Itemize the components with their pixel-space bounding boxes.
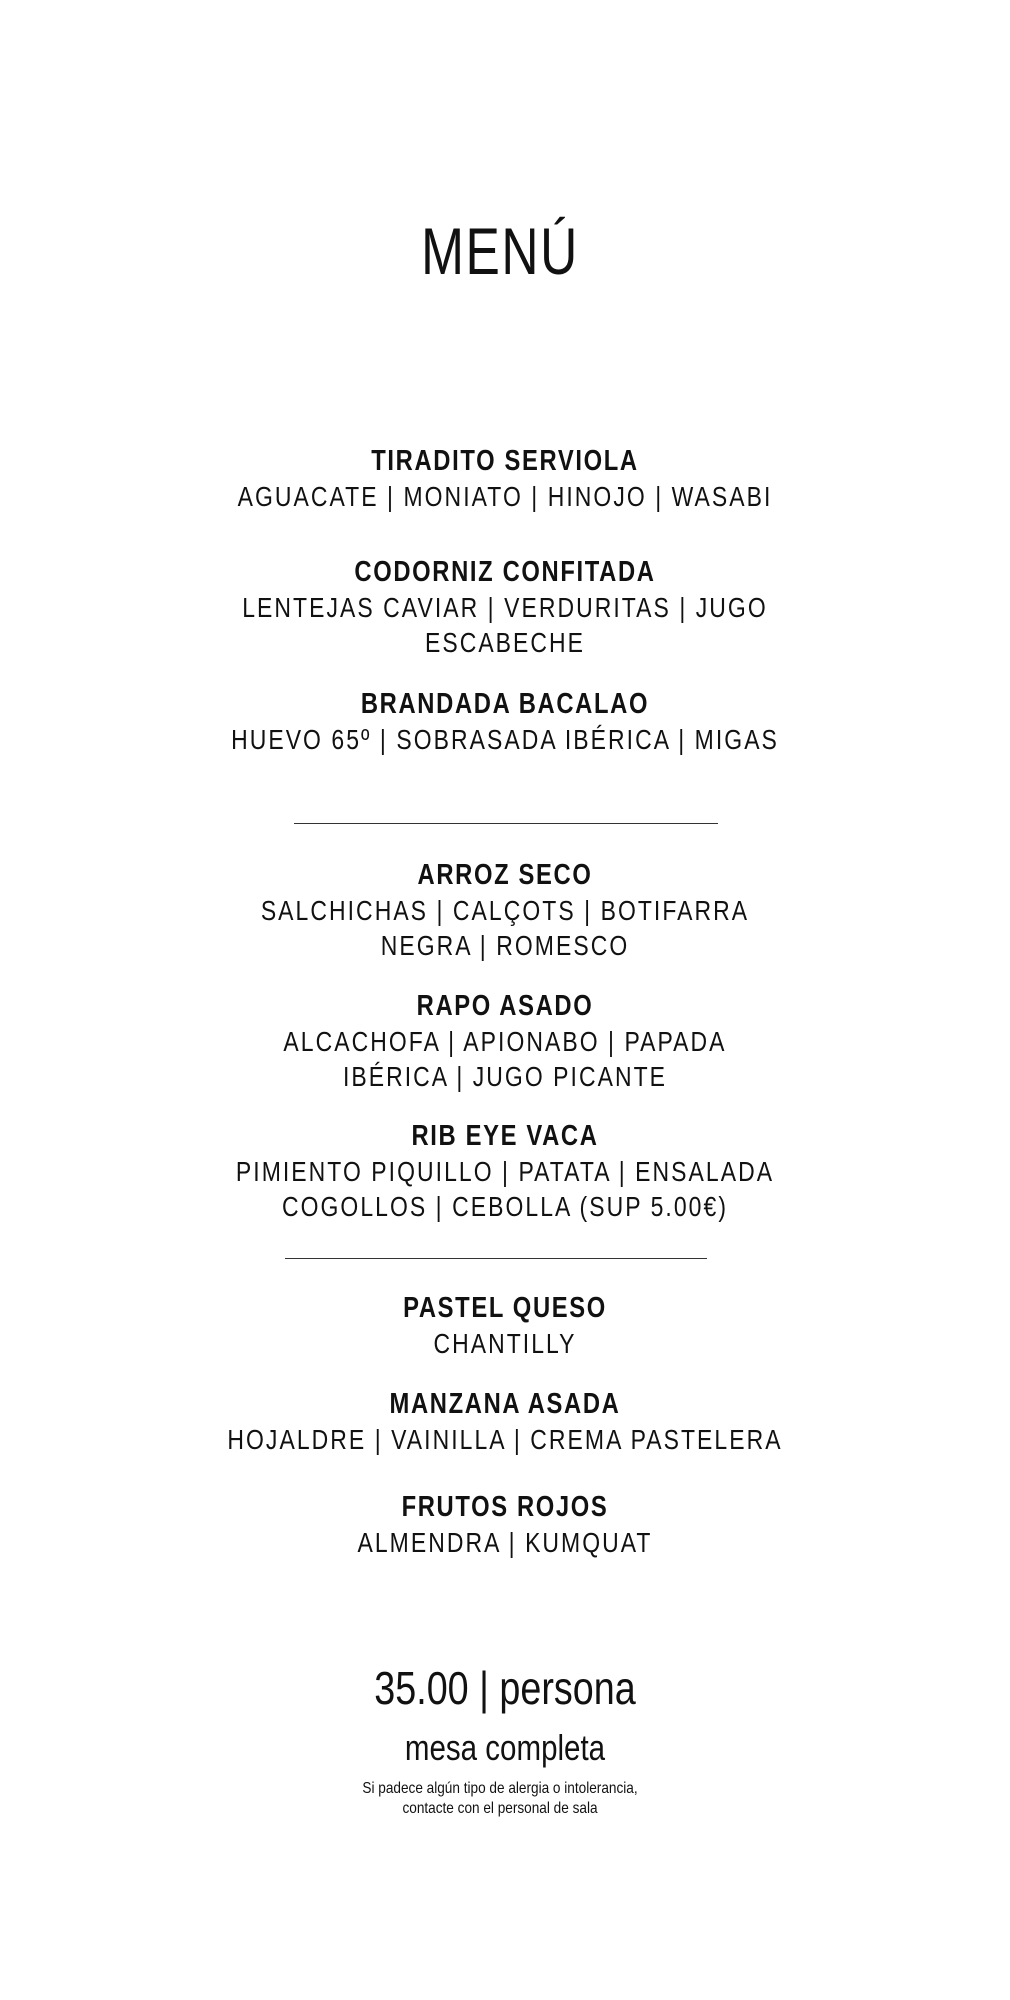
dish-name: FRUTOS ROJOS bbox=[401, 1491, 609, 1523]
menu-price: 35.00 | persona bbox=[374, 1662, 636, 1714]
dish-item bbox=[0, 857, 1010, 963]
dish-name: CODORNIZ CONFITADA bbox=[354, 556, 656, 588]
dish-item bbox=[0, 1386, 1010, 1457]
dish-description: SALCHICHAS | CALÇOTS | BOTIFARRA NEGRA | ROMESCO bbox=[260, 895, 750, 961]
dish-name: RIB EYE VACA bbox=[411, 1120, 599, 1152]
dish-description: PIMIENTO PIQUILLO | PATATA | ENSALADA COGOLLOS | CEBOLLA (SUP 5.00€) bbox=[235, 1156, 775, 1222]
dish-item bbox=[0, 1489, 1010, 1560]
dish-name: MANZANA ASADA bbox=[389, 1388, 621, 1420]
dish-item bbox=[0, 443, 1010, 514]
allergy-note: Si padece algún tipo de alergia o intolerancia, contacte con el personal de sala bbox=[362, 1780, 638, 1817]
dish-description: LENTEJAS CAVIAR | VERDURITAS | JUGO ESCABECHE bbox=[242, 592, 768, 658]
dish-description: HOJALDRE | VAINILLA | CREMA PASTELERA bbox=[227, 1424, 783, 1455]
dish-name: ARROZ SECO bbox=[417, 859, 593, 891]
dish-item bbox=[0, 1118, 1010, 1224]
section-divider bbox=[285, 1258, 707, 1259]
dish-item bbox=[0, 554, 1010, 660]
dish-name: BRANDADA BACALAO bbox=[360, 688, 650, 720]
dish-item bbox=[0, 686, 1010, 757]
dish-item bbox=[0, 1290, 1010, 1361]
section-divider bbox=[294, 823, 718, 824]
dish-description: CHANTILLY bbox=[433, 1328, 577, 1359]
dish-description: ALMENDRA | KUMQUAT bbox=[357, 1527, 653, 1558]
price-condition: mesa completa bbox=[404, 1727, 606, 1768]
dish-name: TIRADITO SERVIOLA bbox=[371, 445, 639, 477]
dish-item bbox=[0, 988, 1010, 1094]
dish-name: RAPO ASADO bbox=[416, 990, 594, 1022]
dish-description: HUEVO 65º | SOBRASADA IBÉRICA | MIGAS bbox=[231, 724, 779, 755]
dish-name: PASTEL QUESO bbox=[403, 1292, 607, 1324]
dish-description: AGUACATE | MONIATO | HINOJO | WASABI bbox=[237, 481, 773, 512]
menu-title: MENÚ bbox=[421, 214, 579, 288]
dish-description: ALCACHOFA | APIONABO | PAPADA IBÉRICA | JUGO PICANTE bbox=[283, 1026, 727, 1092]
